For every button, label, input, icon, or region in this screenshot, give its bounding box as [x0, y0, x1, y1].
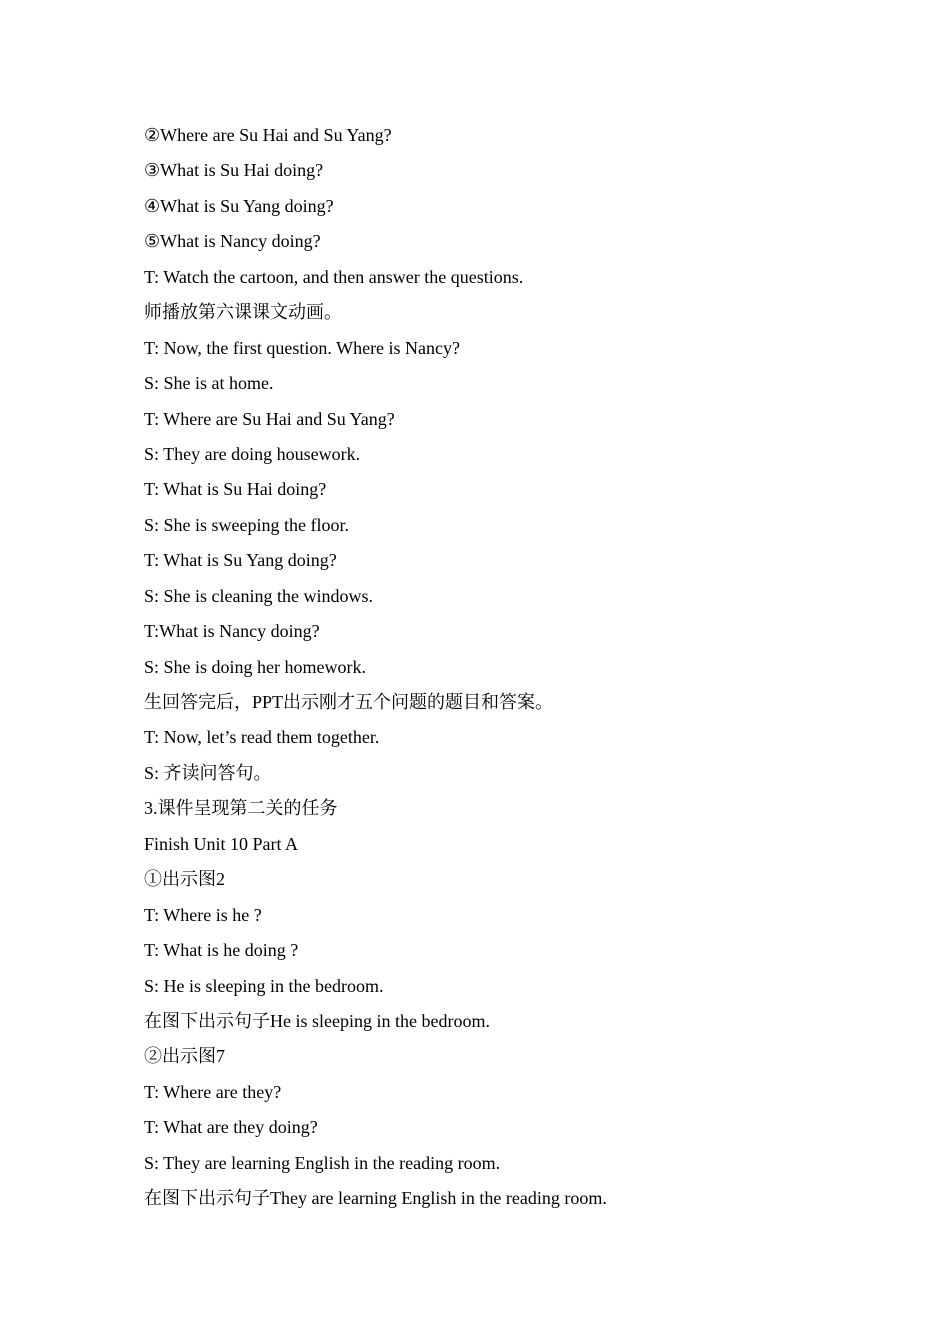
text-line: 3.课件呈现第二关的任务: [144, 798, 338, 819]
text-line: ②Where are Su Hai and Su Yang?: [144, 125, 392, 145]
text-line: T: What is he doing ?: [144, 940, 299, 961]
text-line: ③What is Su Hai doing?: [144, 160, 324, 181]
text-line: ④What is Su Yang doing?: [144, 195, 334, 216]
text-line: T: What is Su Yang doing?: [144, 550, 337, 571]
text-line: S: They are learning English in the reading room.: [144, 1152, 501, 1173]
text-line: T:What is Nancy doing?: [144, 621, 320, 642]
text-line: Finish Unit 10 Part A: [144, 833, 299, 854]
text-line: T: Where are Su Hai and Su Yang?: [144, 408, 395, 429]
text-line: ②出示图7: [144, 1046, 225, 1067]
text-line: 在图下出示句子He is sleeping in the bedroom.: [144, 1010, 490, 1031]
text-line: T: Where are they?: [144, 1081, 282, 1102]
text-line: T: What are they doing?: [144, 1117, 318, 1138]
text-line: S: He is sleeping in the bedroom.: [144, 975, 384, 996]
text-line: S: They are doing housework.: [144, 443, 361, 464]
text-line: ⑤What is Nancy doing?: [144, 231, 321, 252]
text-line: T: Now, the first question. Where is Nancy?: [144, 337, 461, 358]
text-line: S: She is at home.: [144, 373, 274, 394]
text-line: S: She is sweeping the floor.: [144, 514, 349, 535]
text-line: S: 齐读问答句。: [144, 762, 272, 783]
text-line: T: What is Su Hai doing?: [144, 479, 327, 500]
text-line: 在图下出示句子They are learning English in the reading room.: [144, 1188, 607, 1209]
text-line: T: Watch the cartoon, and then answer the questions.: [144, 266, 524, 287]
text-line: T: Now, let’s read them together.: [144, 727, 380, 748]
text-line: S: She is cleaning the windows.: [144, 585, 373, 606]
text-line: 生回答完后，PPT出示刚才五个问题的题目和答案。: [144, 692, 554, 712]
document-body: [144, 118, 844, 1217]
text-line: 师播放第六课课文动画。: [144, 302, 342, 323]
text-line: T: Where is he ?: [144, 904, 262, 925]
text-line: ①出示图2: [144, 869, 225, 890]
text-line: S: She is doing her homework.: [144, 656, 366, 677]
